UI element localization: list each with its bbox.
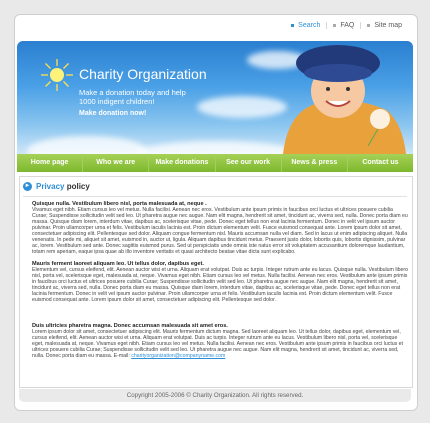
cloud-decoration — [27, 136, 147, 154]
nav-news-press[interactable]: News & press — [281, 154, 347, 172]
cloud-decoration — [137, 141, 297, 154]
paragraph-3: Duis ultricies pharetra magna. Donec accumsan malesuada sit amet eros. Lorem ipsum dolor sit amet, consectetuer adipiscing elit. Mauris fermentum dictum magna. Sed laoreet aliquam leo. Ut tellus dolor, dapibus eget, elementum vel, cursus eleifend, elit. Aenean auctor wisi et urna. Aliquam erat volutpat. Duis ac turpis. Integer rutrum ante eu lacus. Vestibulum libero nisl, porta vel, scelerisque eget, malesuada at, neque. Vivamus eget nibh. Etiam cursus leo vel metus. Nulla facilisi. Aenean nec eros. Vestibulum ante ipsum primis in faucibus orci luctus et ultrices posuere cubilia Curae; Suspendisse sollicitudin velit sed leo. Ut pharetra augue nec augue. Nam elit magna, hendrerit sit amet, tincidunt ac, viverra sed, nulla. Donec porta diam eu massa. E-mail: charityorganization@companyname.com — [32, 323, 404, 359]
sun-logo-icon — [40, 58, 74, 92]
arrow-circle-icon: ► — [24, 183, 31, 189]
section-header — [23, 182, 90, 191]
nav-contact-us[interactable]: Contact us — [347, 154, 413, 172]
toplink-search[interactable]: Search — [285, 22, 326, 29]
child-photo — [278, 41, 413, 154]
paragraph-1: Quisque nulla. Vestibulum libero nisl, porta malesuada at, neque . Vivamus eget nibh. Etiam cursus leo vel metus. Nulla facilisi. Aenean nec eros. Vestibulum ante ipsum primis in faucibus orci luctus et ultrices posuere cubilia Curae; Suspendisse sollicitudin velit sed leo. Ut pharetra augue nec augue. Nam elit magna, hendrerit sit amet, tincidunt ac, viverra sed, nulla. Donec porta diam eu massa. Quisque diam lorem, interdum vitae, dapibus ac, scelerisque vitae, pede. Donec eget tellus non erat lacinia fermentum. Donec in velit vel ipsum auctor pulvinar. Proin ullamcorper urna et felis. Vestibulum iaculis lacinia est. Proin dictum elementum velit. Fusce euismod consequat ante. Lorem ipsum dolor sit amet, consectetuer adipiscing elit. Pellentesque sed dolor. Aliquam congue fermentum nisl. Mauris accumsan nulla vel diam. Sed in lacus ut enim adipiscing aliquet. Nulla venenatis. In pede mi, aliquet sit amet, euismod in, auctor ut, ligula. Aliquam dapibus tincidunt metus. Praesent justo dolor, lobortis quis, lobortis dignissim, pulvinar ac, lorem. Vestibulum sed ante. Donec sagittis euismod purus. Sed ut perspiciatis unde omnis iste natus error sit voluptatem accusantium doloremque laudantium, totam rem aperiam, eaque ipsa quae ab illo inventore veritatis et quasi architecto beatae vitae dicta sunt explicabo. — [32, 201, 408, 255]
make-donation-link[interactable]: Make donation now! — [79, 110, 147, 117]
nav-who-we-are[interactable]: Who we are — [82, 154, 148, 172]
nav-see-our-work[interactable]: See our work — [215, 154, 281, 172]
content-panel — [19, 176, 413, 388]
section-title: Privacy policy — [36, 182, 90, 191]
bullet-icon — [291, 24, 294, 27]
toplink-site-map[interactable]: Site map — [360, 22, 408, 29]
email-link[interactable]: charityorganization@companyname.com — [131, 353, 226, 359]
divider — [23, 196, 407, 197]
site-title: Charity Organization — [79, 66, 207, 82]
nav-home-page[interactable]: Home page — [30, 159, 69, 166]
paragraph-2: Mauris ferment laoreet aliquam leo. Ut tellus dolor, dapibus eget. Elementum vel, cursus eleifend, elit. Aenean auctor wisi et urna. Aliquam erat volutpat. Duis ac turpis. Integer rutrum ante eu lacus. Quisque nulla. Vestibulum libero nisl, porta vel, scelerisque eget, malesuada at, neque. Vivamus eget nibh. Etiam cursus leo vel metus. Nulla facilisi. Aenean nec eros. Vestibulum ante ipsum primis in faucibus orci luctus et ultrices posuere cubilia Curae; Suspendisse sollicitudin velit sed leo. Ut pharetra augue nec augue. Nam elit magna, hendrerit sit amet, tincidunt ac, viverra sed, nulla. Donec porta diam eu massa. Quisque diam lorem, interdum vitae, dapibus ac, scelerisque vitae, pede. Donec eget tellus non erat lacinia fermentum. Donec in velit vel ipsum auctor pulvinar. Proin ullamcorper urna et felis. Vestibulum iaculis lacinia est. Proin dictum elementum velit. Fusce euismod consequat ante. Lorem ipsum dolor sit amet, consectetuer adipiscing elit. Pellentesque sed dolor. — [32, 261, 409, 303]
toplink-faq[interactable]: FAQ — [326, 22, 360, 29]
bullet-icon — [333, 24, 336, 27]
nav-make-donations[interactable]: Make donations — [148, 154, 214, 172]
top-links — [285, 22, 408, 29]
top-bar — [16, 18, 414, 38]
main-nav — [17, 154, 413, 172]
hero-subtitle: Make a donation today and help 1000 indigent children! — [79, 88, 186, 106]
footer-copyright: Copyright 2005-2006 © Charity Organization. All rights reserved. — [19, 389, 411, 402]
bullet-icon — [367, 24, 370, 27]
